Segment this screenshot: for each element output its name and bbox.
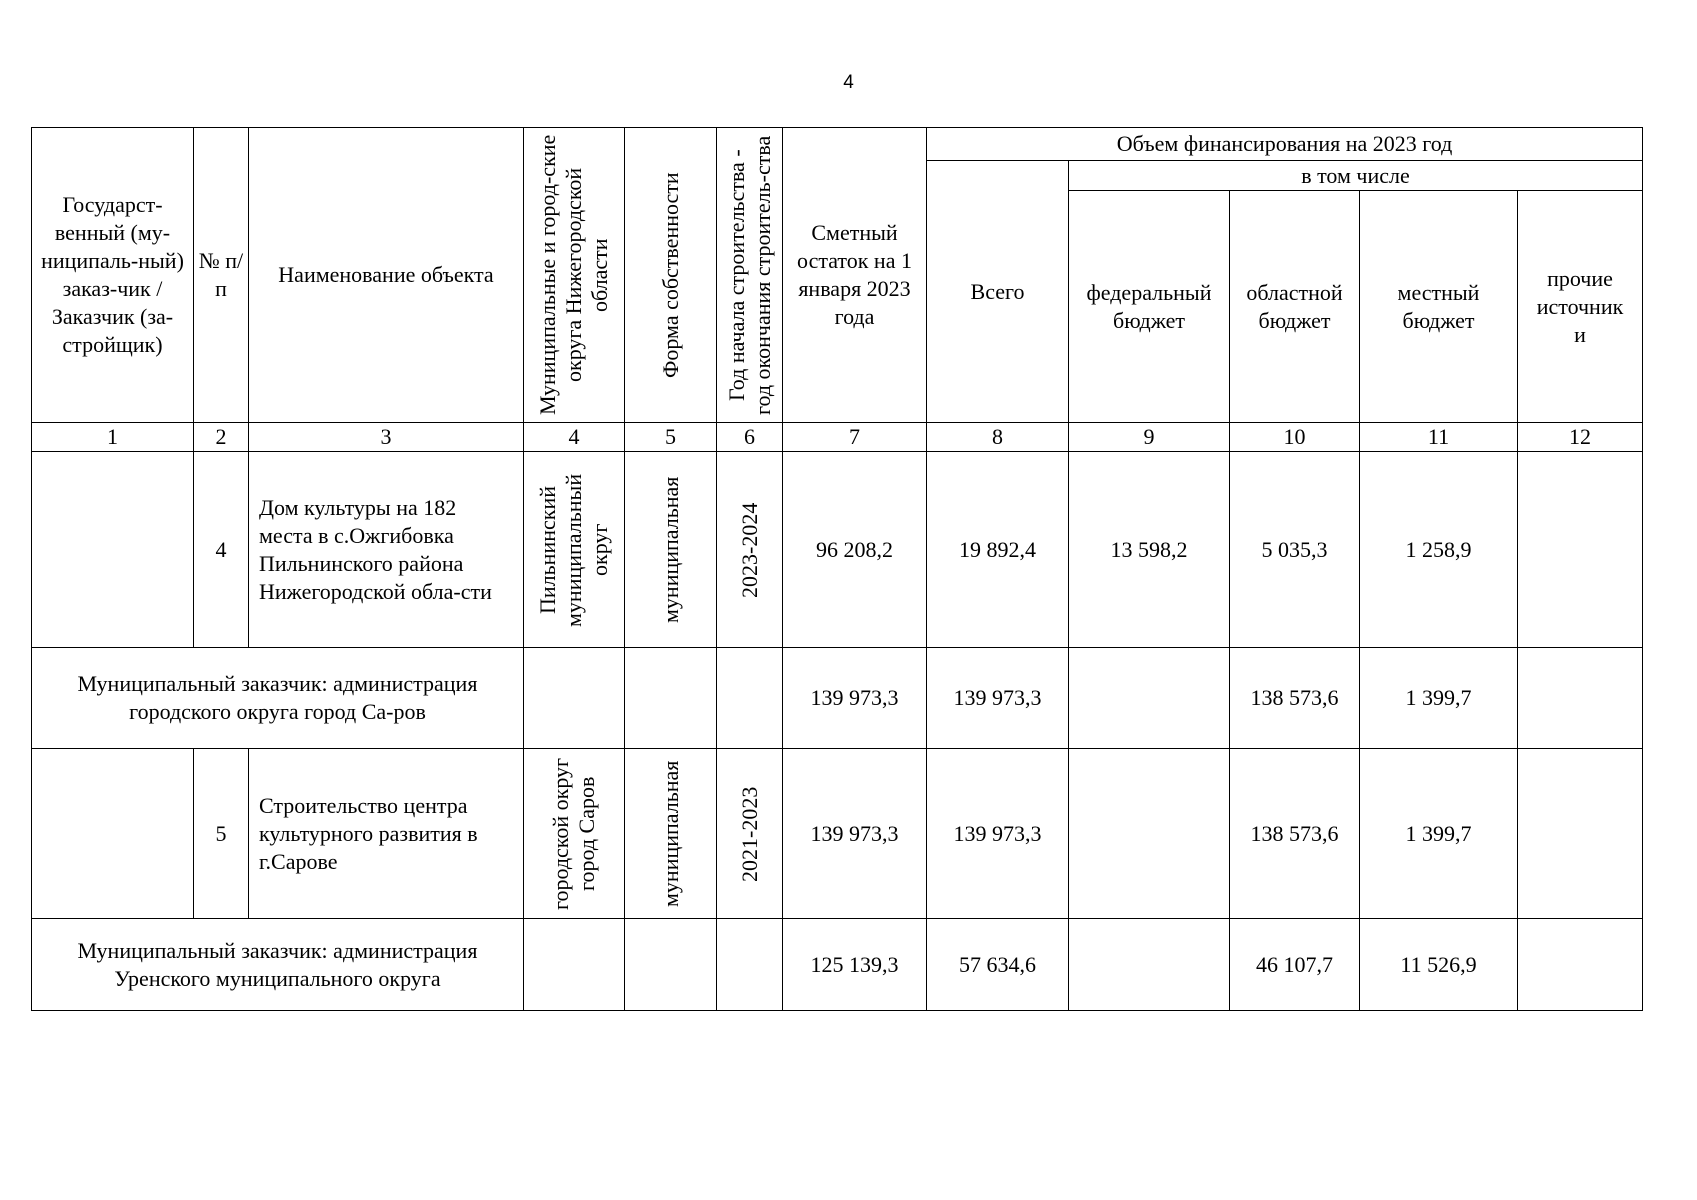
years-cell	[717, 648, 783, 749]
header-remainder: Сметный остаток на 1 января 2023 года	[783, 128, 927, 423]
header-row-1	[32, 128, 1643, 161]
header-regional: областной бюджет	[1230, 191, 1360, 423]
col-number: 2	[194, 423, 249, 452]
customer-label: Муниципальный заказчик: администрация городского округа город Са-ров	[32, 648, 524, 749]
table-row-object-5	[32, 749, 1643, 919]
header-total: Всего	[927, 161, 1069, 423]
col-number: 12	[1518, 423, 1643, 452]
federal-cell	[1069, 648, 1230, 749]
years-cell: 2021-2023	[717, 749, 783, 919]
other-cell	[1518, 452, 1643, 648]
ownership-cell: муниципальная	[625, 749, 717, 919]
header-municipal: Муниципальные и город-ские округа Нижегородской области	[524, 128, 625, 423]
col-number: 8	[927, 423, 1069, 452]
municipal-cell	[524, 919, 625, 1011]
municipal-cell	[524, 648, 625, 749]
header-local: местный бюджет	[1360, 191, 1518, 423]
municipal-cell: городской округ город Саров	[524, 749, 625, 919]
total-cell: 139 973,3	[927, 749, 1069, 919]
col-number: 7	[783, 423, 927, 452]
ownership-cell: муниципальная	[625, 452, 717, 648]
col-number: 1	[32, 423, 194, 452]
regional-cell: 46 107,7	[1230, 919, 1360, 1011]
table-row-object-4	[32, 452, 1643, 648]
federal-cell: 13 598,2	[1069, 452, 1230, 648]
customer-label: Муниципальный заказчик: администрация Уренского муниципального округа	[32, 919, 524, 1011]
other-cell	[1518, 648, 1643, 749]
federal-cell	[1069, 919, 1230, 1011]
years-cell: 2023-2024	[717, 452, 783, 648]
financing-table	[31, 127, 1643, 1011]
header-customer: Государст-венный (му-ниципаль-ный) заказ-чик / Заказчик (за-стройщик)	[32, 128, 194, 423]
remainder-cell: 139 973,3	[783, 648, 927, 749]
col-number: 3	[249, 423, 524, 452]
total-cell: 57 634,6	[927, 919, 1069, 1011]
customer-cell	[32, 452, 194, 648]
remainder-cell: 96 208,2	[783, 452, 927, 648]
remainder-cell: 139 973,3	[783, 749, 927, 919]
col-number: 9	[1069, 423, 1230, 452]
local-cell: 11 526,9	[1360, 919, 1518, 1011]
header-num: № п/п	[194, 128, 249, 423]
row-num: 4	[194, 452, 249, 648]
local-cell: 1 258,9	[1360, 452, 1518, 648]
local-cell: 1 399,7	[1360, 648, 1518, 749]
municipal-cell: Пильнинский муниципальный округ	[524, 452, 625, 648]
regional-cell: 138 573,6	[1230, 648, 1360, 749]
table-row-customer-uren	[32, 919, 1643, 1011]
col-number: 6	[717, 423, 783, 452]
other-cell	[1518, 749, 1643, 919]
ownership-cell	[625, 648, 717, 749]
col-number: 10	[1230, 423, 1360, 452]
column-number-row	[32, 423, 1643, 452]
total-cell: 19 892,4	[927, 452, 1069, 648]
regional-cell: 5 035,3	[1230, 452, 1360, 648]
header-years: Год начала строительства - год окончания строитель-ства	[717, 128, 783, 423]
header-including: в том числе	[1069, 161, 1643, 191]
page-number: 4	[843, 72, 854, 93]
ownership-cell	[625, 919, 717, 1011]
header-object-name: Наименование объекта	[249, 128, 524, 423]
object-name: Дом культуры на 182 места в с.Ожгибовка Пильнинского района Нижегородской обла-сти	[249, 452, 524, 648]
object-name: Строительство центра культурного развития в г.Сарове	[249, 749, 524, 919]
row-num: 5	[194, 749, 249, 919]
header-ownership: Форма собственности	[625, 128, 717, 423]
customer-cell	[32, 749, 194, 919]
header-financing: Объем финансирования на 2023 год	[927, 128, 1643, 161]
regional-cell: 138 573,6	[1230, 749, 1360, 919]
table-row-customer-sarov	[32, 648, 1643, 749]
col-number: 11	[1360, 423, 1518, 452]
header-federal: федеральный бюджет	[1069, 191, 1230, 423]
total-cell: 139 973,3	[927, 648, 1069, 749]
col-number: 4	[524, 423, 625, 452]
header-other: прочие источник и	[1518, 191, 1643, 423]
years-cell	[717, 919, 783, 1011]
remainder-cell: 125 139,3	[783, 919, 927, 1011]
other-cell	[1518, 919, 1643, 1011]
federal-cell	[1069, 749, 1230, 919]
col-number: 5	[625, 423, 717, 452]
local-cell: 1 399,7	[1360, 749, 1518, 919]
